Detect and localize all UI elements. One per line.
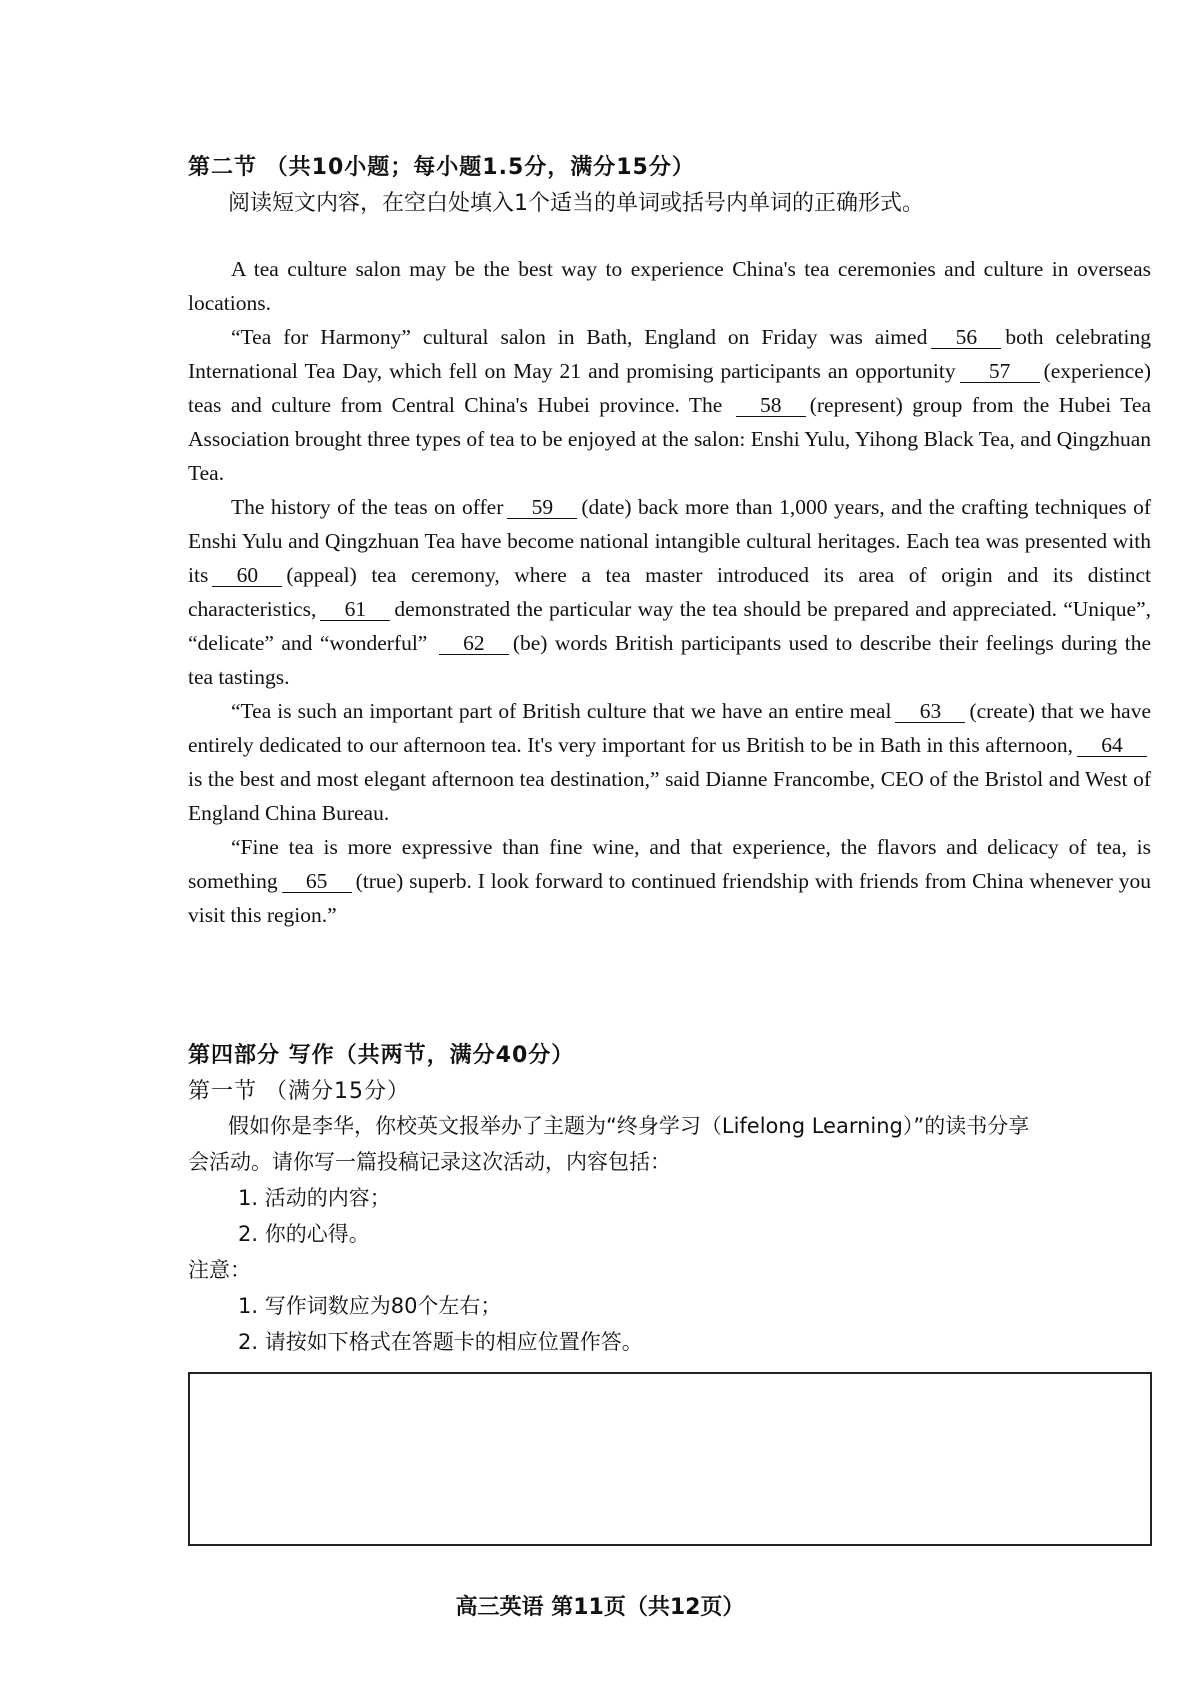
passage-paragraph-3	[188, 490, 1151, 694]
content-item-2: 2. 你的心得。	[238, 1222, 370, 1246]
blank-65[interactable]: 65	[282, 870, 352, 893]
section2-heading: 第二节 （共10小题；每小题1.5分，满分15分）	[188, 155, 695, 180]
blank-58[interactable]: 58	[736, 394, 806, 417]
passage-text: (experience) teas and culture from Central China's Hubei province. The	[188, 359, 1151, 417]
passage-text: demonstrated the particular way the tea should be prepared and appreciated. “Unique”, “delicate” and “wonderful”	[188, 597, 1151, 655]
passage-text: “Tea for Harmony” cultural salon in Bath, England on Friday was aimed	[231, 325, 928, 349]
blank-63[interactable]: 63	[895, 700, 965, 723]
passage-text: “Tea is such an important part of British culture that we have an entire meal	[231, 699, 892, 723]
blank-62[interactable]: 62	[439, 632, 509, 655]
passage-text: both celebrating International Tea Day, which fell on May 21 and promising participants an opportunity	[188, 325, 1151, 383]
passage-text: (create) that we have entirely dedicated to our afternoon tea. It's very important for us British to be in Bath in this afternoon,	[188, 699, 1151, 757]
passage-text: (appeal) tea ceremony, where a tea master introduced its area of origin and its distinct characteristics,	[188, 563, 1151, 621]
passage-text: “Fine tea is more expressive than fine wine, and that experience, the flavors and delicacy of tea, is something	[188, 835, 1151, 893]
passage-text: is the best and most elegant afternoon tea destination,” said Dianne Francombe, CEO of the Bristol and West of England China Bureau.	[188, 767, 1151, 825]
passage-paragraph-2	[188, 320, 1151, 490]
part4-section1-heading: 第一节 （满分15分）	[188, 1079, 410, 1104]
answer-box[interactable]	[188, 1372, 1152, 1546]
blank-60[interactable]: 60	[212, 564, 282, 587]
passage-text: (be) words British participants used to describe their feelings during the tea tastings.	[188, 631, 1152, 689]
passage-text: (represent) group from the Hubei Tea Association brought three types of tea to be enjoyed at the salon: Enshi Yulu, Yihong Black Tea, and Qingzhuan Tea.	[188, 393, 1151, 485]
passage-text: The history of the teas on offer	[231, 495, 504, 519]
note-item-1: 1. 写作词数应为80个左右；	[238, 1294, 502, 1318]
writing-prompt-line-1: 假如你是李华，你校英文报举办了主题为“终身学习（Lifelong Learning）”的读书分享	[228, 1114, 1030, 1138]
writing-prompt-line-2: 会活动。请你写一篇投稿记录这次活动，内容包括：	[188, 1150, 671, 1174]
content-item-1: 1. 活动的内容；	[238, 1186, 391, 1210]
passage-text: (date) back more than 1,000 years, and the crafting techniques of Enshi Yulu and Qingzhuan Tea have become national intangible cultural heritages. Each tea was presented with its	[188, 495, 1152, 587]
section2-instruction: 阅读短文内容，在空白处填入1个适当的单词或括号内单词的正确形式。	[228, 191, 924, 216]
note-item-2: 2. 请按如下格式在答题卡的相应位置作答。	[238, 1330, 643, 1354]
part4-heading: 第四部分 写作（共两节，满分40分）	[188, 1043, 575, 1068]
passage-paragraph-4	[188, 694, 1151, 830]
blank-61[interactable]: 61	[320, 598, 390, 621]
passage-paragraph-1: A tea culture salon may be the best way to experience China's tea ceremonies and culture in overseas locations.	[188, 257, 1151, 315]
note-label: 注意：	[188, 1258, 251, 1282]
page-footer: 高三英语 第11页（共12页）	[455, 1595, 745, 1620]
reading-passage	[188, 252, 1151, 932]
blank-64[interactable]: 64	[1077, 734, 1147, 757]
passage-text: (true) superb. I look forward to continued friendship with friends from China whenever you visit this region.”	[188, 869, 1151, 927]
blank-56[interactable]: 56	[931, 326, 1001, 349]
blank-57[interactable]: 57	[960, 360, 1040, 383]
passage-paragraph-5	[188, 830, 1151, 932]
blank-59[interactable]: 59	[507, 496, 577, 519]
